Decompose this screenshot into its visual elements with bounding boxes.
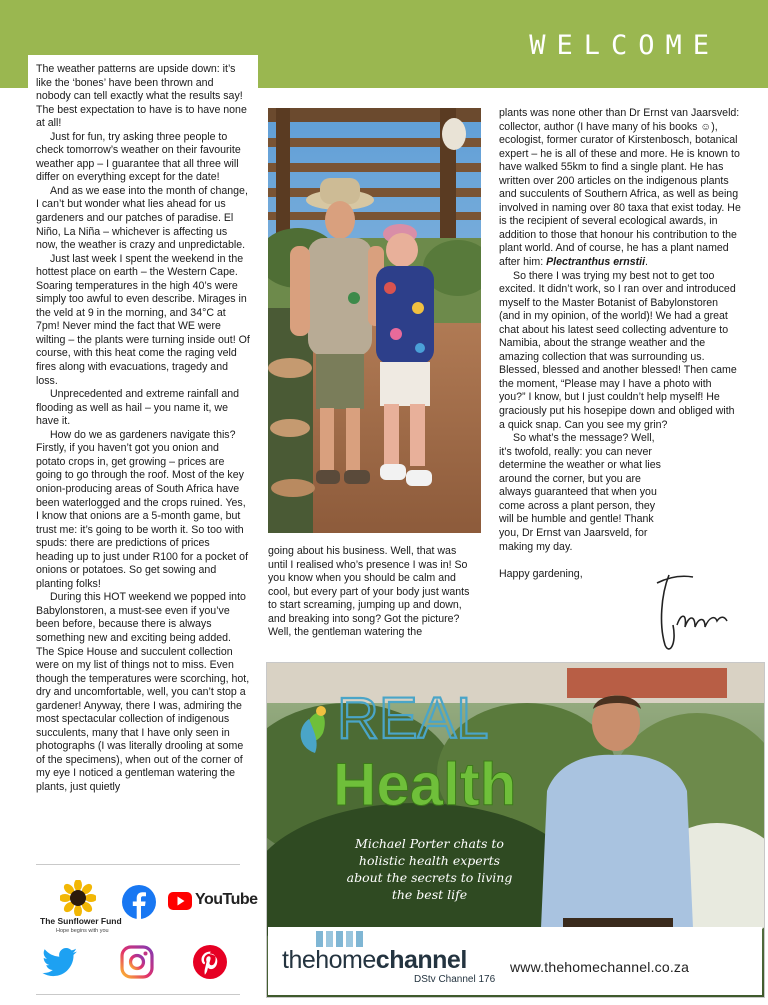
paragraph: Just last week I spent the weekend in the hottest place on earth – the Western Cape. Soaring temperatures in the high 40’s were simply too awful to even describe. Mirages in the veld at 9 in the morning, and 34°C at 7pm! Never mind the fact that WE were wilting – the plants were turning inside out! Of course, with this heat come the raging veld fires along with evacuations, tragedy and loss. (36, 252, 250, 387)
ad-headline-real: REAL (337, 686, 489, 751)
paragraph: Just for fun, try asking three people to check tomorrow’s weather on their favourite weather app – I guarantee that all three will differ on everything except for the date! (36, 130, 241, 184)
page-title: WELCOME (529, 30, 720, 61)
paragraph: During this HOT weekend we popped into Babylonstoren, a must-see even if you’ve been before, because there is always something new and exciting being added. The Spice House and succulent collection were on my list of things not to miss. Even though the temperatures were scorching, hot, dry and uncomfortable, well, you can’t stop a gardener! Anyway, there I was, admiring the most spectacular collection of indigenous succulents, many that I have only seen in photographs (I was literally drooling at some of the specimens), when out of the corner of my eye I noticed a gentleman watering the plants, just quietly (36, 591, 250, 793)
ad-tagline: Michael Porter chats to holistic health experts about the secrets to living the best life (346, 836, 513, 902)
sunflower-logo[interactable] (60, 880, 96, 916)
plant-species-name: Plectranthus ernstii (546, 256, 646, 269)
paragraph-text: plants was none other than Dr Ernst van Jaarsveld: collector, author (I have many of his books ☺), ecologist, former curator of Kirstenbosch, botanical expert – he is all of these and more. He is known to have walked 55km to find a single plant. He has written over 200 articles on the indigenous plants and succulents of Southern Africa, as well as being involved in naming over 80 taxa that exist today. He is the recipient of several ecological awards, in addition to those that honour his contribution to the plant world. And of course, he has a plant named after him: (499, 107, 741, 269)
instagram-icon[interactable] (120, 945, 154, 979)
home-channel-dstv: DStv Channel 176 (414, 974, 496, 985)
home-channel-brand (282, 946, 467, 975)
paragraph: The weather patterns are upside down: it’s like the ‘bones’ have been thrown and nobody can tell exactly what the results say! The best expectation to have is to have none at all! (36, 63, 247, 130)
twitter-icon[interactable] (42, 948, 78, 978)
sunflower-fund-name: The Sunflower Fund (40, 916, 122, 926)
youtube-label[interactable]: YouTube (195, 891, 258, 908)
signature-image (655, 565, 735, 655)
article-photo (268, 108, 481, 533)
paragraph: And as we ease into the month of change, I can’t but wonder what lies ahead for us gardeners and our patches of paradise. El Niño, La Niña – whichever is affecting us now, the weather is crazy and unpredictable. (36, 184, 248, 252)
paragraph (499, 107, 741, 270)
paragraph: going about his business. Well, that was until I realised who’s presence I was in! So you know when you should be calm and cool, but every part of your body just wants to start screaming, jumping up and down, and breaking into song? Got the picture? Well, the gentleman watering the (268, 545, 470, 639)
facebook-icon[interactable] (122, 885, 156, 919)
paragraph-end: . (645, 256, 648, 269)
paragraph: So what’s the message? Well, it’s twofold, really: you can never determine the weather or what lies around the corner, but you are always guaranteed that when you come across a plant person, they will be humble and gentle! Thank you, Dr Ernst van Jaarsveld, for making my day. (499, 432, 661, 553)
column2-text (268, 545, 475, 640)
sunflower-fund-tagline: Hope begins with you (56, 928, 109, 934)
paragraph: Unprecedented and extreme rainfall and flooding as well as hail – you name it, we have it. (36, 388, 240, 428)
home-channel-logo-icon (316, 931, 364, 947)
paragraph: How do we as gardeners navigate this? Firstly, if you haven’t got you onion and potato crops in, get growing – prices are going to go through the roof. Most of the key onion-producing areas of South Africa have been waterlogged and the crops ruined. Yes, I know that onions are a 5-month game, but trust me: it’s going to be worth it. So too with spuds: there are predictions of prices heading up to just under R100 for a pocket of onions or potatoes. So get sowing and planting folks! (36, 428, 249, 590)
brand-bold: channel (375, 946, 467, 974)
brand-light: thehome (282, 946, 376, 974)
ad-url-link[interactable]: www.thehomechannel.co.za (510, 959, 690, 975)
youtube-icon[interactable] (168, 892, 192, 910)
divider (36, 994, 240, 995)
closing-line: Happy gardening, (499, 567, 583, 580)
pinterest-icon[interactable] (193, 945, 227, 979)
photo-illustration (268, 108, 481, 533)
column3-text (499, 107, 741, 581)
divider (36, 864, 240, 865)
column1-text (36, 63, 250, 795)
ad-headline-health: Health (333, 751, 517, 818)
paragraph: So there I was trying my best not to get too excited. It didn’t work, so I ran over and introduced myself to the Master Botanist of Babylonstoren (and in my opinion, of the world)! We had a great chat about his latest seed collecting adventure to Namibia, about the strange weather and the amazing collection that was surrounding us. Blessed, blessed and another blessed! Then came the moment, “Please may I have a photo with you?” I know, but I just couldn’t help myself! He graciously put his hosepipe down and obliged with a quick snap. Can you see my grin? (499, 269, 737, 431)
